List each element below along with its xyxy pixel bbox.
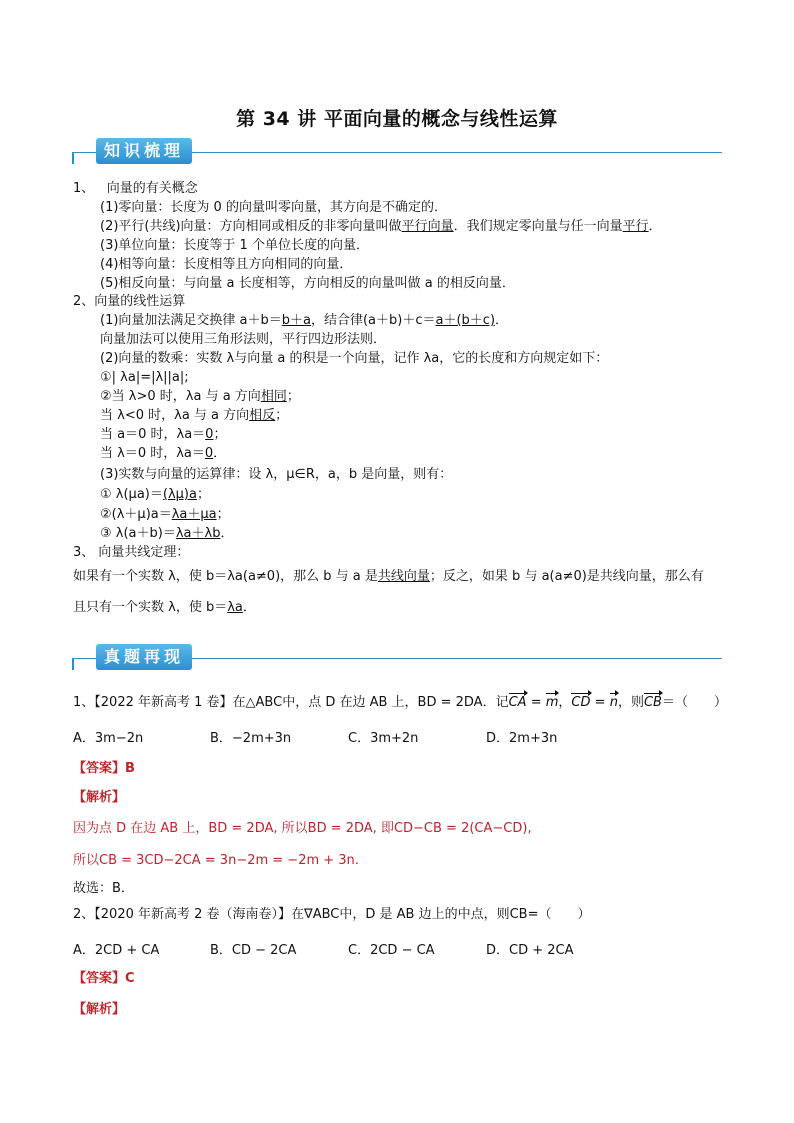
s2-line1: (1)向量加法满足交换律 a＋b＝b＋a，结合律(a＋b)＋c＝a＋(b＋c)． [100,313,509,328]
s2-line11: ②(λ＋μ)a＝λa＋μa； [100,507,230,522]
q1-option-b: B．−2m+3n [210,731,292,746]
section-banner-exam [72,644,722,670]
s1-line5: (5)相反向量：与向量 a 长度相等，方向相反的向量叫做 a 的相反向量． [100,276,515,291]
banner-label: 真题再现 [96,644,192,670]
s1-heading: 1、 向量的有关概念 [73,181,198,196]
s1-line1: (1)零向量：长度为 0 的向量叫零向量，其方向是不确定的． [100,200,447,215]
s2-line9: (3)实数与向量的运算律：设 λ，μ∈R，a，b 是向量，则有： [100,467,453,482]
s1-line2: (2)平行(共线)向量：方向相同或相反的非零向量叫做平行向量．我们规定零向量与任一向量平行． [100,219,662,234]
s2-line4: ①| λa|=|λ||a|; [100,370,189,385]
q1-option-a: A．3m−2n [73,731,144,746]
s3-heading: 3、 向量共线定理： [73,545,190,560]
q1-solution-line3: 故选：B． [73,881,134,896]
q1-option-d: D．2m+3n [486,731,558,746]
s2-line6: 当 λ<0 时，λa 与 a 方向相反； [100,408,289,423]
q2-option-a: A．2CD + CA [73,943,160,958]
s2-line3: (2)向量的数乘：实数 λ与向量 a 的积是一个向量，记作 λa，它的长度和方向规定如下： [100,351,609,366]
s1-line4: (4)相等向量：长度相等且方向相同的向量． [100,257,353,272]
s1-line3: (3)单位向量：长度等于 1 个单位长度的向量． [100,238,369,253]
q2-answer: 【答案】C [73,971,135,986]
q2-option-b: B．CD − 2CA [210,943,297,958]
q1-solution-line1: 因为点 D 在边 AB 上，BD = 2DA, 所以BD = 2DA, 即CD−CB = 2(CA−CD), [73,821,532,836]
s2-line7: 当 a＝0 时，λa＝0； [100,427,227,442]
s2-line5: ②当 λ>0 时，λa 与 a 方向相同； [100,389,300,404]
q1-analysis-label: 【解析】 [73,790,126,805]
s2-line2: 向量加法可以使用三角形法则，平行四边形法则． [100,332,387,347]
s2-heading: 2、向量的线性运算 [73,294,186,309]
q2-option-c: C．2CD − CA [348,943,435,958]
q2-stem: 2、【2020 年新高考 2 卷（海南卷）】在∇ABC中，D 是 AB 边上的中点，则CB=（ ） [73,907,591,922]
banner-label: 知识梳理 [96,138,192,164]
q1-solution-line2: 所以CB = 3CD−2CA = 3n−2m = −2m + 3n. [73,853,359,868]
section-banner-knowledge [72,138,722,164]
q1-option-c: C．3m+2n [348,731,419,746]
q2-option-d: D．CD + 2CA [486,943,574,958]
banner-tick [72,152,74,164]
s2-line10: ① λ(μa)＝(λμ)a； [100,487,210,502]
s2-line8: 当 λ＝0 时，λa＝0． [100,446,227,461]
banner-tick [72,658,74,670]
s3-line2: 且只有一个实数 λ，使 b＝λa． [73,600,256,615]
s2-line12: ③ λ(a＋b)＝λa＋λb． [100,526,234,541]
q1-stem: 1、【2022 年新高考 1 卷】在△ABC中，点 D 在边 AB 上，BD = 2DA．记CA = m，CD = n，则CB＝（ ） [73,695,727,710]
page-title: 第 34 讲 平面向量的概念与线性运算 [236,108,558,130]
q2-analysis-label: 【解析】 [73,1002,126,1017]
q1-answer: 【答案】B [73,761,135,776]
s3-line1: 如果有一个实数 λ，使 b＝λa(a≠0)，那么 b 与 a 是共线向量；反之，如果 b 与 a(a≠0)是共线向量，那么有 [73,569,704,584]
